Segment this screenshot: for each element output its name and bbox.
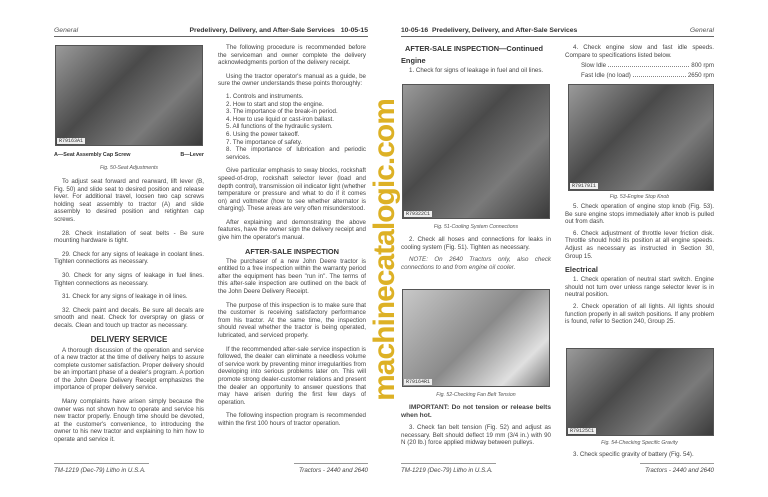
paragraph: To adjust seat forward and rearward, lift lever (B, Fig. 50) and slide seat to desired position and release lever. For additional travel, loosen two cap screws holding seat assembly to tractor (A) and slide assembly to desired position and retighten cap screws. (54, 178, 204, 223)
right-footer-right: Tractors - 2440 and 2640 (644, 467, 714, 474)
photo-tag: R79163A1 (59, 138, 84, 144)
paragraph: 2. Check all hoses and connections for leaks in cooling system (Fig. 51). Tighten as necessary. (401, 236, 551, 251)
paragraph: The following procedure is recommended before the serviceman and owner complete the delivery acknowledgments portion of the delivery receipt. (218, 44, 366, 67)
fig50-photo (55, 45, 203, 146)
list-item: 4. How to use liquid or cast-iron ballast. (226, 115, 334, 123)
note: NOTE: On 2640 Tractors only, also check connections to and from engine oil cooler. (401, 256, 551, 271)
spec-value: 800 rpm (691, 62, 714, 70)
list-item: 3. The importance of the break-in period. (226, 108, 338, 116)
left-header-page: 10-05-15 (340, 27, 368, 34)
header-rule (401, 36, 714, 37)
fig51-caption: Fig. 51-Cooling System Connections (433, 224, 519, 230)
paragraph: Using the tractor operator's manual as a guide, be sure the owner understands these points thoroughly: (218, 72, 366, 88)
fig52-caption: Fig. 52-Checking Fan Belt Tension (436, 392, 516, 398)
legend-b: B—Lever (180, 152, 204, 158)
after-sale-heading: AFTER-SALE INSPECTION (244, 246, 340, 256)
fig54-caption: Fig. 54-Checking Specific Gravity (601, 440, 678, 446)
paragraph: 5. Check operation of engine stop knob (Fig. 53). Be sure engine stops immediately after knob is pulled out from dash. (565, 203, 714, 226)
left-header (150, 27, 368, 34)
engine-heading: Engine (401, 56, 426, 65)
paragraph: 30. Check for any signs of leakage in fuel lines. Tighten connections as necessary. (54, 271, 204, 287)
photo-tag: R79179I1 (572, 183, 597, 189)
list-item: 6. Using the power takeoff. (226, 130, 300, 138)
paragraph: 32. Check paint and decals. Be sure all decals are smooth and neat. Check for overspray on glass or decals. Clean and touch up tractor as necessary. (54, 306, 204, 329)
spec-value: 2650 rpm (687, 72, 714, 80)
list-item: 5. All functions of the hydraulic system. (226, 123, 333, 131)
paragraph: 6. Check adjustment of throttle lever friction disk. Throttle should hold its position at all engine speeds. Adjust as necessary as instructed in Section 30, Group 15. (565, 229, 714, 260)
photo-tag: R79164R1 (406, 379, 431, 385)
legend-a: A—Seat Assembly Cap Screw (54, 152, 131, 158)
paragraph: Many complaints have arisen simply because the owner was not shown how to operate and service his new tractor properly. Enough time should be devoted, at the customer's convenience, to introducing the owner to his new tractor and explaining to him how to operate and service it. (54, 398, 204, 444)
important-note: IMPORTANT: Do not tension or release belts when hot. (401, 404, 551, 419)
paragraph: 4. Check engine slow and fast idle speeds. Compare to specifications listed below. (565, 44, 714, 59)
spec-slow-idle (581, 62, 714, 69)
paragraph: 2. Check operation of all lights. All lights should function properly in all switch positions. If any problem is found, refer to Section 240, Group 25. (565, 302, 714, 326)
right-column-2 (565, 44, 714, 79)
header-rule (54, 36, 368, 37)
left-header-section: General (54, 27, 79, 34)
spec-label: Fast Idle (no load) (581, 72, 631, 80)
spec-label: Slow Idle (581, 62, 607, 70)
left-header-title: Predelivery, Delivery, and After-Sale Services (189, 27, 335, 34)
paragraph: A thorough discussion of the operation and service of a new tractor at the time of delivery helps to assure complete customer satisfaction. Proper delivery should be an important phase of a dealer's program. A portion of the John Deere Delivery Receipt emphasizes the importance of proper delivery service. (54, 346, 204, 392)
paragraph: 1. Check operation of neutral start switch. Engine should not turn over unless range selector lever is in neutral position. (565, 276, 714, 299)
paragraph: 1. Check for signs of leakage in fuel and oil lines. (409, 67, 544, 74)
paragraph: The purchaser of a new John Deere tractor is entitled to a free inspection within the warranty period after the equipment has been "run in". The terms of this after-sale inspection are outlined on the back of the John Deere Delivery Receipt. (218, 257, 366, 296)
paragraph: After explaining and demonstrating the above features, have the owner sign the delivery receipt and give him the operator's manual. (218, 218, 366, 242)
footer-rule (294, 463, 368, 464)
right-column-2b (565, 203, 714, 326)
watermark: machinecatalogic.com (367, 99, 401, 401)
right-footer-left: TM-1219 (Dec-79) Litho in U.S.A. (401, 467, 493, 474)
right-column-1b (401, 236, 551, 271)
watermark-gutter (369, 40, 400, 460)
fig50-legend (54, 152, 204, 158)
after-sale-continued-heading: AFTER-SALE INSPECTION—Continued (405, 44, 543, 53)
photo-tag: R79125C1 (570, 428, 595, 434)
paragraph: 29. Check for any signs of leakage in coolant lines. Tighten connections as necessary. (54, 250, 204, 266)
fig51-photo (402, 84, 550, 219)
left-column-1 (54, 178, 204, 444)
fig53-caption: Fig. 53-Engine Stop Knob (609, 194, 670, 200)
right-header-title: Predelivery, Delivery, and After-Sale Services (432, 27, 578, 34)
paragraph: The following inspection program is recommended within the first 100 hours of tractor operation. (218, 412, 366, 427)
delivery-heading: DELIVERY SERVICE (90, 334, 168, 344)
footer-rule (640, 463, 714, 464)
paragraph: 3. Check fan belt tension (Fig. 52) and adjust as necessary. Belt should deflect 19 mm (3/4 in.) with 90 N (20 lb.) force applied midway between pulleys. (401, 424, 551, 447)
fig52-photo (402, 289, 550, 387)
list-item: 2. How to start and stop the engine. (226, 100, 324, 108)
electrical-heading: Electrical (565, 265, 598, 275)
right-column-1c (401, 404, 551, 447)
list-item: 1. Controls and instruments. (226, 92, 304, 100)
list-item: 8. The importance of lubrication and periodic services. (226, 146, 366, 161)
paragraph: The purpose of this inspection is to make sure that the customer is receiving satisfactory performance from his tractor. At the same time, the inspection should reveal whether the tractor is being operated, lubricated, and serviced properly. (218, 301, 366, 339)
right-header-page: 10-05-16 (401, 27, 429, 34)
paragraph: Give particular emphasis to sway blocks, rockshaft speed-of-drop, rockshaft selector lever (load and depth control), transmission oil indicator light (whether temperature or pressure and what to do if it comes on) and voltmeter (how to see whether alternator is charging). These areas are very often misunderstood. (218, 167, 366, 213)
paragraph: 31. Check for any signs of leakage in oil lines. (62, 293, 188, 301)
right-header-section: General (689, 27, 714, 34)
right-column-1 (401, 44, 551, 75)
paragraph: 3. Check specific gravity of battery (Fig. 54). (573, 451, 694, 458)
list-item: 7. The importance of safety. (226, 138, 303, 146)
footer-rule (54, 463, 149, 464)
fig53-photo (568, 84, 714, 191)
photo-tag: R79322C1 (406, 211, 431, 217)
footer-rule (401, 463, 496, 464)
left-footer-left: TM-1219 (Dec-79) Litho in U.S.A. (54, 467, 146, 474)
left-column-2 (218, 44, 366, 428)
fig54-photo (566, 348, 714, 436)
spec-fast-idle (581, 72, 714, 79)
paragraph: 28. Check installation of seat belts - Be sure mounting hardware is tight. (54, 229, 204, 245)
right-column-2c (565, 451, 714, 459)
fig50-caption: Fig. 50-Seat Adjustments (99, 165, 159, 171)
owner-points-list (218, 93, 366, 161)
right-header (401, 27, 577, 34)
left-footer-right: Tractors - 2440 and 2640 (298, 467, 368, 474)
paragraph: If the recommended after-sale service inspection is followed, the dealer can eliminate a needless volume of service work by preventing minor irregularities from developing into serious problems later on. This will promote strong dealer-customer relations and present the dealer an opportunity to answer questions that may have arisen during the first few days of operation. (218, 345, 366, 406)
